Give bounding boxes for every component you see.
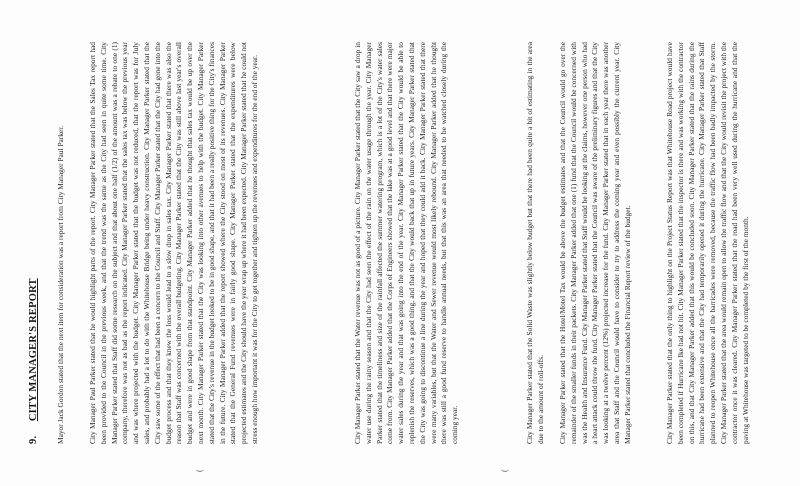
- section-title: CITY MANAGER'S REPORT: [28, 278, 39, 422]
- paragraph-project-status: City Manager Parker stated that the only thing to highlight on the Project Status Report was that Whitehouse Road project would have been completed if Hurricane Ike had not hit. City Manager Parker stated that the inspector is there and was working with the contractor on this, and that City Manager Parker added that this would be concluded soon. City Manager Parker stated that the rains during the hurricane had been extensive and that the City had temporarily opened it during the hurricane. City Manager Parker stated that Staff planned to reopen Whitehouse once all the barricades were removed, because the traffic flow had been badly impacted by the storm. City Manager Parker stated that the area would remain open to allow the traffic flow and that the City would revisit the project with the contractor once it was cleared. City Manager Parker stated that the road had been very well used during the hurricane and that the paving at Whitehouse was targeted to be completed by the first of the month.: [665, 42, 750, 444]
- section-number: 9.: [28, 435, 39, 444]
- margin-mark: (: [195, 469, 204, 472]
- paragraph-water-revenue: City Manager Parker stated that the Water revenue was not as good of a picture. City Manager Parker stated that the City saw a drop in water use during the rainy season and that the City had seen the effect of the rain on the water usage through the year. City Manager Parker stated that the timeliness and size of the rainfall affected the summer watering program, which is a lot of the City's water sales come from. City Manager Parker added that the Corps of Engineers showed that the lake was at a good level and that there were major water sales during the year and that was going into the end of the year. City Manager Parker stated that the City would be able to replenish the reserves, which was a good thing, and that the City would back that up in future years. City Manager Parker stated that the City was going to discontinue a line during the year and hoped that they could add it back. City Manager Parker stated that there were many variables, but that the Water and Sewer revenue would most likely rebound. City Manager Parker added that he thought there was still a good fund reserve to handle annual needs, but that this was an area that needed to be watched closely during the coming year.: [353, 42, 460, 444]
- paragraph-sales-tax: City Manager Paul Parker stated that he would highlight parts of the report. City Manager Parker stated that the Sales Tax report had been provided to the Council in the previous week, and that the trend was the same as the City had seen in quite some time. City Manager Parker stated that Staff did some research on the subject and that about one half (1/2) of the amount was a rebate to one (1) company, therefore was not as bad as the report indicated. City Manager Parker stated that the sales tax was below the previous year and was where projected with the budget. City Manager Parker stated that the budget was not reduced, that the report was for July sales, and probably had a lot to do with the Whitehouse Bridge being under heavy construction. City Manager Parker stated that the City saw some of the effect that had been a concern to the Council and Staff. City Manager Parker stated that the City had gone into the budget process and that they knew the loss would lead to a slow drop in sales tax. City Manager Parker stated that there was also the reason that Staff was concerned with the overall budgeting. City Manager Parker stated that the City was still above last year's overall budget and were in good shape from that standpoint. City Manager Parker added that he thought that sales tax would be up over the next month. City Manager Parker stated that the City was looking into other avenues to help with the budget. City Manager Parker stated that the City's revenue in the budget looked to be in good shape, and that it had been a really positive thing for the City's finances in the future. City Manager Parker added that the report showed where the City stood on most of its revenues. City Manager Parker stated that the General Fund revenues were in fairly good shape. City Manager Parker stated that the expenditures were below projected estimates and the City should have the year wrap up where it had been expected. City Manager Parker stated that he could not stress enough how important it was for the City to get together and tighten up the revenues and expenditures for the end of the year.: [88, 42, 259, 444]
- paragraph-intro: Mayor Jack Gordon stated that the next item for consideration was a report from City Manager Paul Parker.: [56, 125, 65, 444]
- section-heading: [28, 44, 39, 444]
- paragraph-solid-waste: City Manager Parker stated that the Solid Waste was slightly below budget but that there had been quite a bit of estimating in the area due to the amount of roll-offs.: [525, 42, 545, 444]
- margin-mark: (: [500, 469, 509, 472]
- paragraph-hotel-motel-tax: City Manager Parker stated that the Hotel/Motel Tax would be above the budget estimates and that the Council would go over the remainder of the smaller funds in their packets. City Manager Parker added that one (1) fund that the Council would be concerned with was the Health and Insurance Fund. City Manager Parker stated that Staff would be looking at the claims, however one person who had a heart attack could throw the fund. City Manager Parker stated that the Council was aware of the preliminary figures and that the City was looking at a twelve percent (12%) projected increase for the fund. City Manager Parker stated that in each year there was another area that Staff and the Council would have to consider to try to address the coming year and even possibly the current year. City Manager Parker stated that concluded the Financial Report review of the budget.: [558, 42, 632, 444]
